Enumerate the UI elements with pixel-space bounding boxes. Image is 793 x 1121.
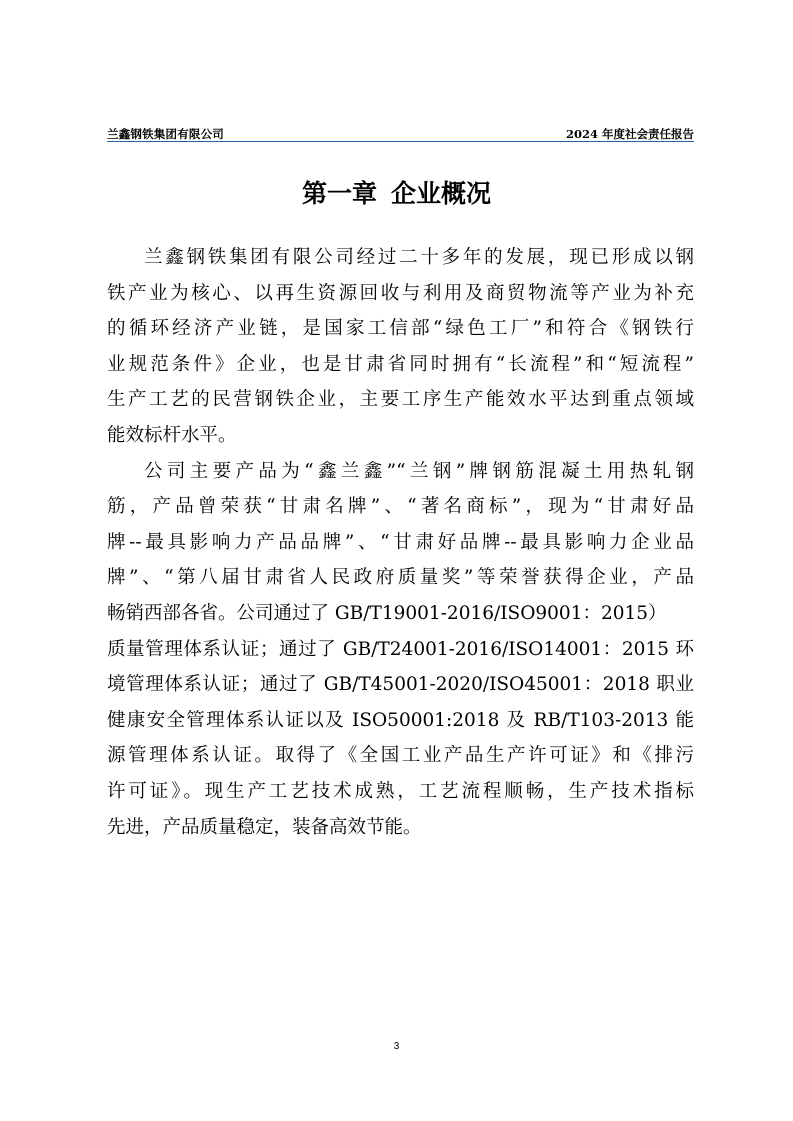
page-number: 3 xyxy=(393,1041,400,1052)
text-line: 的循环经济产业链，是国家工信部“绿色工厂”和符合《钢铁行 xyxy=(107,318,694,340)
text-line: 牌”、“第八届甘肃省人民政府质量奖”等荣誉获得企业，产品 xyxy=(107,567,694,589)
text-line: 能效标杆水平。 xyxy=(107,424,237,446)
text-line: 牌--最具影响力产品品牌”、“甘肃好品牌--最具影响力企业品 xyxy=(107,531,694,553)
text-line: 许可证》。现生产工艺技术成熟，工艺流程顺畅，生产技术指标 xyxy=(107,780,694,802)
text-line: 健康安全管理体系认证以及 ISO50001:2018 及 RB/T103-2013 能 xyxy=(107,709,694,731)
body-text xyxy=(107,240,694,845)
header-company-name: 兰鑫钢铁集团有限公司 xyxy=(107,127,224,141)
page-header xyxy=(107,124,694,142)
chapter-heading xyxy=(0,177,793,211)
text-line: 质量管理体系认证；通过了 GB/T24001-2016/ISO14001：2015 环 xyxy=(107,638,694,660)
chapter-title: 企业概况 xyxy=(391,179,492,208)
text-line: 业规范条件》企业，也是甘肃省同时拥有“长流程”和“短流程” xyxy=(107,353,694,375)
chapter-number: 第一章 xyxy=(301,179,377,208)
text-line: 境管理体系认证；通过了 GB/T45001-2020/ISO45001：2018 职业 xyxy=(107,674,694,696)
paragraph-products xyxy=(107,454,694,846)
paragraph-overview xyxy=(107,240,694,454)
text-line: 公司主要产品为“鑫兰鑫”“兰钢”牌钢筋混凝土用热轧钢 xyxy=(144,460,694,482)
text-line: 畅销西部各省。公司通过了 GB/T19001-2016/ISO9001：2015） xyxy=(107,602,667,624)
text-line: 源管理体系认证。取得了《全国工业产品生产许可证》和《排污 xyxy=(107,745,694,767)
text-line: 兰鑫钢铁集团有限公司经过二十多年的发展，现已形成以钢 xyxy=(144,247,694,268)
header-report-title: 2024 年度社会责任报告 xyxy=(565,127,694,141)
text-line: 筋，产品曾荣获“甘肃名牌”、“著名商标”，现为“甘肃好品 xyxy=(107,496,694,518)
text-line: 生产工艺的民营钢铁企业，主要工序生产能效水平达到重点领域 xyxy=(107,389,694,411)
text-line: 铁产业为核心、以再生资源回收与利用及商贸物流等产业为补充 xyxy=(107,282,694,304)
text-line: 先进，产品质量稳定，装备高效节能。 xyxy=(107,816,422,838)
